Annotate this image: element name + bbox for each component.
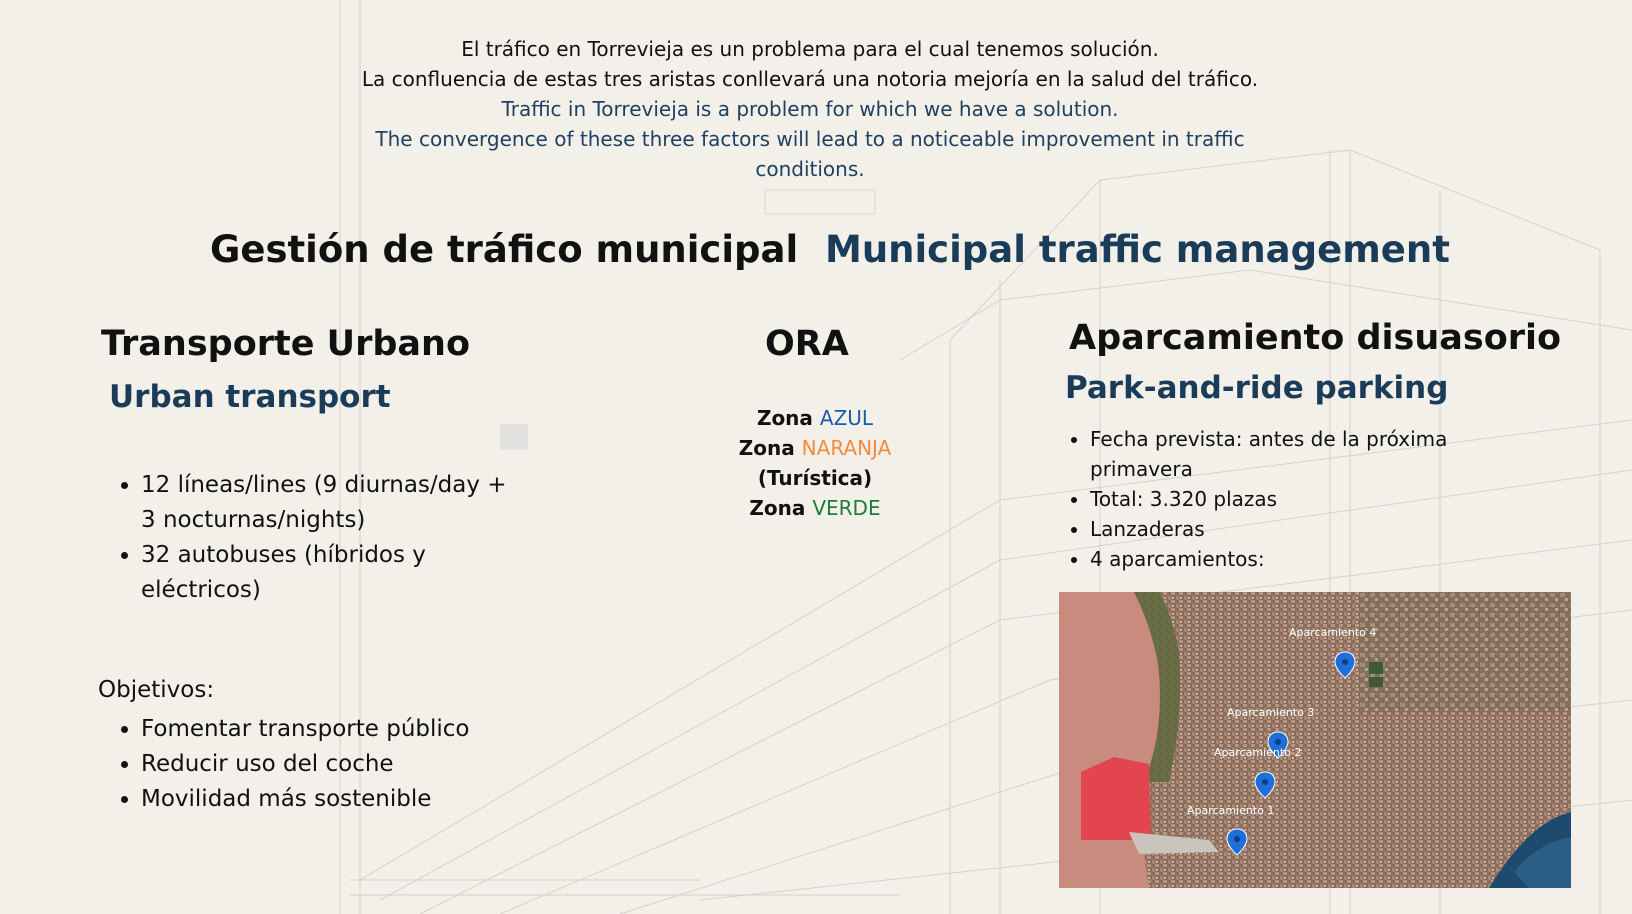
zone-naranja bbox=[700, 433, 930, 463]
map-label: Aparcamiento 3 bbox=[1227, 706, 1315, 719]
intro-es-line-2: La confluencia de estas tres aristas conllevará una notoria mejoría en la salud del tráfico. bbox=[361, 67, 1259, 91]
objectives-label: Objetivos: bbox=[98, 677, 215, 703]
urban-item: • 12 líneas/lines (9 diurnas/day + 3 nocturnas/nights) bbox=[141, 468, 508, 538]
park-title: Aparcamiento disuasorio bbox=[1069, 318, 1562, 358]
zone-turistica: (Turística) bbox=[757, 466, 873, 490]
urban-list bbox=[98, 468, 508, 608]
urban-title: Transporte Urbano bbox=[101, 324, 470, 364]
map-label: Aparcamiento 2 bbox=[1214, 746, 1302, 759]
zone-word: Zona bbox=[738, 436, 795, 460]
heading-spanish: Gestión de tráfico municipal bbox=[210, 228, 799, 271]
map-label: Aparcamiento 4 bbox=[1289, 626, 1377, 639]
objective-item: • Movilidad más sostenible bbox=[141, 782, 518, 817]
urban-item: • 32 autobuses (híbridos y eléctricos) bbox=[141, 538, 508, 608]
ora-zones bbox=[700, 403, 930, 523]
intro-es-line-1: El tráfico en Torrevieja es un problema para el cual tenemos solución. bbox=[461, 37, 1159, 61]
zone-word: Zona bbox=[749, 496, 806, 520]
intro-en-line-2: The convergence of these three factors will lead to a noticeable improvement in traffic conditions. bbox=[375, 127, 1245, 181]
salt-pond bbox=[1081, 757, 1151, 840]
zone-verde-name: VERDE bbox=[812, 496, 881, 520]
zone-azul bbox=[700, 403, 930, 433]
heading-english: Municipal traffic management bbox=[825, 228, 1450, 271]
park-item: • Total: 3.320 plazas bbox=[1090, 484, 1510, 514]
zone-naranja-name: NARANJA bbox=[801, 436, 892, 460]
park-item: • Fecha prevista: antes de la próxima primavera bbox=[1090, 424, 1510, 484]
zone-word: Zona bbox=[756, 406, 813, 430]
ora-title: ORA bbox=[765, 324, 849, 364]
intro-en-line-1: Traffic in Torrevieja is a problem for which we have a solution. bbox=[501, 97, 1119, 121]
park-subtitle: Park-and-ride parking bbox=[1065, 370, 1449, 406]
urban-subtitle: Urban transport bbox=[109, 379, 391, 415]
objective-item: • Fomentar transporte público bbox=[141, 712, 518, 747]
park-item: • Lanzaderas bbox=[1090, 514, 1510, 544]
zone-azul-name: AZUL bbox=[819, 406, 874, 430]
park-item: • 4 aparcamientos: bbox=[1090, 544, 1510, 574]
intro-text bbox=[0, 34, 1620, 184]
objectives-list bbox=[98, 712, 518, 817]
park-list bbox=[1050, 424, 1510, 574]
objective-item: • Reducir uso del coche bbox=[141, 747, 518, 782]
zone-verde bbox=[700, 493, 930, 523]
satellite-map bbox=[1059, 592, 1571, 888]
map-label: Aparcamiento 1 bbox=[1187, 804, 1275, 817]
